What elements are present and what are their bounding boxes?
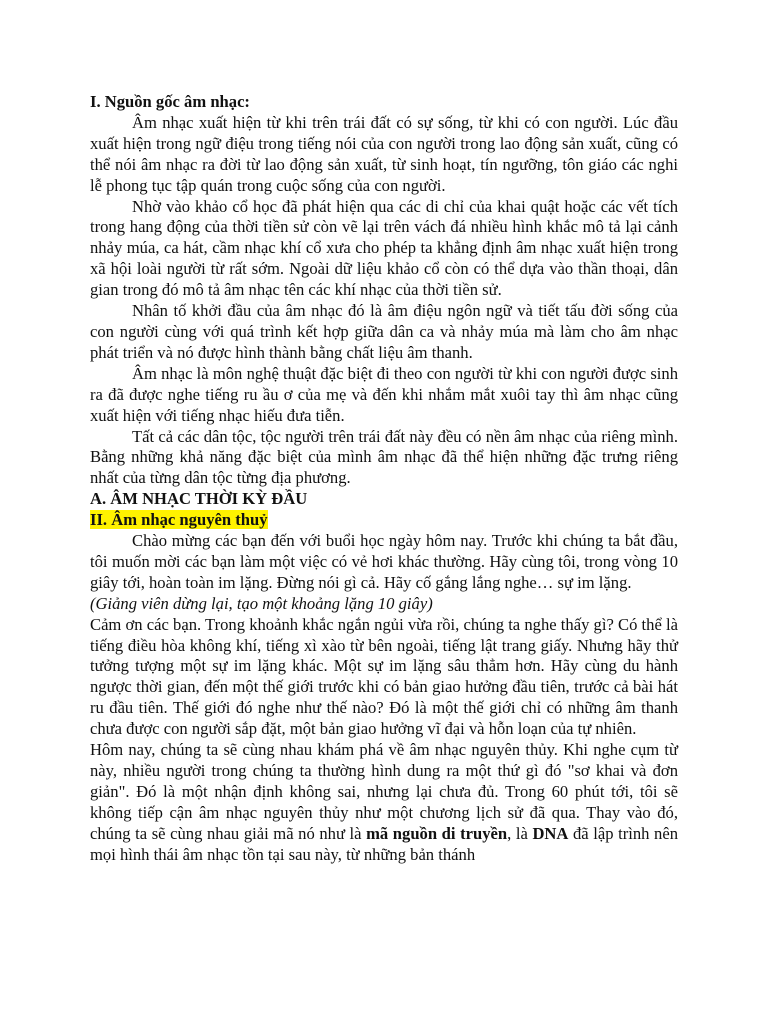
italic-note: (Giảng viên dừng lại, tạo một khoảng lặng 10 giây) [90,593,433,613]
paragraph-1: Âm nhạc xuất hiện từ khi trên trái đất có sự sống, từ khi có con người. Lúc đầu xuất hiện trong ngữ điệu trong tiếng nói của con người trong lao động sản xuất, cũng có thể nói âm nhạc ra đời từ lao động sản xuất, từ sinh hoạt, tín ngưỡng, tôn giáo các nghi lễ phong tục tập quán trong cuộc sống của con người. [90,112,678,195]
bold-term-source-code: mã nguồn di truyền [366,823,508,843]
heading-primitive-music-wrapper [90,510,678,531]
paragraph-7: Cảm ơn các bạn. Trong khoảnh khắc ngắn ngủi vừa rồi, chúng ta nghe thấy gì? Có thể là tiếng điều hòa không khí, tiếng xì xào từ bên ngoài, tiếng lật trang giấy. Nhưng hãy thử tưởng tượng một sự im lặng khác. Một sự im lặng sâu thẳm hơn. Hãy cùng du hành ngược thời gian, đến một thế giới trước khi có bản giao hưởng đầu tiên, trước cả bài hát ru đầu tiên. Thế giới đó nghe như thế nào? Đó là một thế giới chỉ có những âm thanh chưa được con người sắp đặt, một bản giao hưởng vĩ đại và hỗn loạn của tự nhiên. [90,614,678,739]
heading-origin: I. Nguồn gốc âm nhạc: [90,92,250,111]
paragraph-4: Âm nhạc là môn nghệ thuật đặc biệt đi theo con người từ khi con người được sinh ra đã được nghe tiếng ru ầu ơ của mẹ và đến khi nhắm mắt xuôi tay thì âm nhạc cũng xuất hiện với tiếng nhạc hiếu đưa tiễn. [90,363,678,425]
paragraph-2: Nhờ vào khảo cổ học đã phát hiện qua các di chỉ của khai quật hoặc các vết tích trong hang động của thời tiền sử còn vẽ lại trên vách đá nhiều hình khắc mô tả lại cảnh nhảy múa, ca hát, cầm nhạc khí cổ xưa cho phép ta khẳng định âm nhạc xuất hiện trong xã hội loài người từ rất sớm. Ngoài dữ liệu khảo cổ còn có thể dựa vào thần thoại, dân gian trong đó mô tả âm nhạc tên các khí nhạc của thời tiền sử. [90,196,678,300]
paragraph-8-part-b: , là [507,823,533,843]
paragraph-8-part-c: đã lập trình nên mọi hình thái âm nhạc tồn tại sau này, từ những bản thánh [90,823,678,864]
heading-early-music: A. ÂM NHẠC THỜI KỲ ĐẦU [90,489,308,509]
paragraph-8 [90,740,678,865]
paragraph-8-part-a: Hôm nay, chúng ta sẽ cùng nhau khám phá về âm nhạc nguyên thủy. Khi nghe cụm từ này, nhiều người trong chúng ta thường hình dung ra một thứ gì đó "sơ khai và đơn giản". Đó là một nhận định không sai, nhưng lại chưa đủ. Trong 60 phút tới, tôi sẽ không tiếp cận âm nhạc nguyên thủy như một chương lịch sử đã qua. Thay vào đó, chúng ta sẽ cùng nhau giải mã nó như là [90,740,678,843]
bold-term-dna: DNA [532,823,569,843]
paragraph-3: Nhân tố khởi đầu của âm nhạc đó là âm điệu ngôn ngữ và tiết tấu đời sống của con người cùng với quá trình kết hợp giữa dân ca và nhảy múa mà làm cho âm nhạc phát triển và nó được hình thành bằng chất liệu âm thanh. [90,301,678,362]
paragraph-6: Chào mừng các bạn đến với buổi học ngày hôm nay. Trước khi chúng ta bắt đầu, tôi muốn mời các bạn làm một việc có vẻ hơi khác thường. Hãy cùng tôi, trong vòng 10 giây tới, hoàn toàn im lặng. Đừng nói gì cả. Hãy cố gắng lắng nghe… sự im lặng. [90,531,678,592]
heading-primitive-music: II. Âm nhạc nguyên thuỷ [90,510,268,530]
paragraph-5: Tất cả các dân tộc, tộc người trên trái đất này đều có nền âm nhạc của riêng mình. Bằng những khả năng đặc biệt của mình âm nhạc đã thể hiện những đặc trưng riêng nhất của từng dân tộc từng địa phương. [90,426,678,488]
